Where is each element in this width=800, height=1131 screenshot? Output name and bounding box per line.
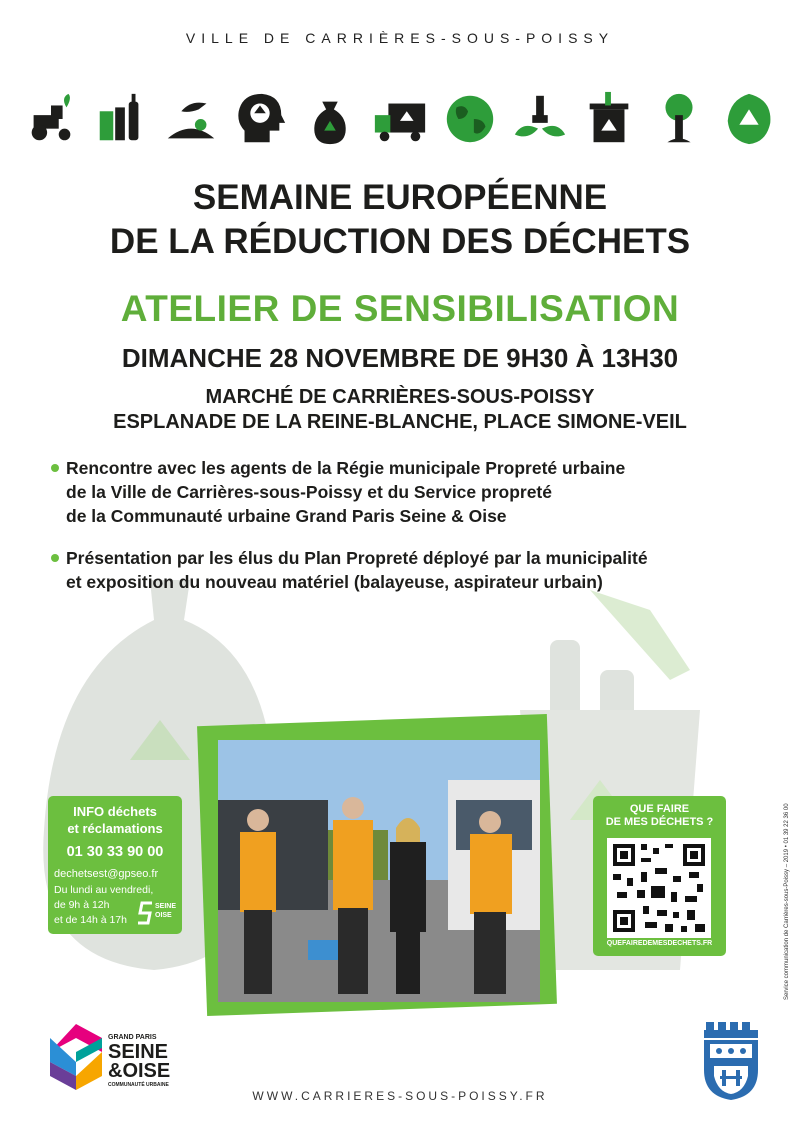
footer-website-link[interactable]: WWW.CARRIERES-SOUS-POISSY.FR (252, 1089, 548, 1103)
tree-icon (650, 90, 708, 148)
info-hours-3: et de 14h à 17h (54, 914, 127, 926)
city-header: VILLE DE CARRIÈRES-SOUS-POISSY (185, 30, 615, 46)
info-title-2: et réclamations (67, 821, 163, 836)
bullet-dot (51, 554, 59, 562)
info-email[interactable]: dechetsest@gpseo.fr (54, 868, 159, 880)
seine-oise-mini-logo: SEINE OISE (138, 900, 176, 926)
side-credit: Service communication de Carrières-sous-Poissy – 2019 • 01 39 22 36 00 (784, 803, 790, 1000)
qr-code[interactable] (607, 838, 711, 938)
leaf-recycle-icon (720, 90, 778, 148)
qr-title-2: DE MES DÉCHETS ? (605, 816, 714, 828)
person-4 (470, 811, 512, 994)
person-2 (333, 797, 373, 994)
garbage-truck-icon (371, 90, 429, 148)
qr-title-1: QUE FAIRE (629, 803, 690, 815)
bullet-item: Présentation par les élus du Plan Propreté déployé par la municipalité et exposition du nouveau matériel (balayeuse, aspirateur urbain) (48, 546, 768, 594)
gpso-logo: GRAND PARIS SEINE &OISE COMMUNAUTÉ URBAINE (46, 1022, 186, 1092)
bullet-item: Rencontre avec les agents de la Régie municipale Propreté urbaine de la Ville de Carrières-sous-Poissy et du Service propreté de la Communauté urbaine Grand Paris Seine & Oise (48, 456, 768, 528)
title-line-1: SEMAINE EUROPÉENNE (192, 178, 608, 217)
page-title (0, 176, 800, 264)
info-title-1: INFO déchets (73, 804, 157, 819)
recycle-bag-icon (301, 90, 359, 148)
eco-bottles-icon (92, 90, 150, 148)
subtitle: ATELIER DE SENSIBILISATION (120, 288, 680, 329)
head-recycle-icon (231, 90, 289, 148)
compost-bird-icon (162, 90, 220, 148)
theme-icon-row (22, 88, 778, 150)
qr-url[interactable]: QUEFAIREDEMESDECHETS.FR (606, 940, 713, 947)
bullet-list (48, 456, 768, 612)
globe-icon (441, 90, 499, 148)
info-phone[interactable]: 01 30 33 90 00 (66, 844, 164, 860)
bullet-dot (51, 464, 59, 472)
city-crest-icon (702, 1020, 760, 1102)
person-1 (240, 809, 276, 994)
info-waste-box (48, 796, 182, 934)
title-line-2: DE LA RÉDUCTION DES DÉCHETS (109, 222, 691, 261)
recycle-bin-icon (580, 90, 638, 148)
team-photo (218, 740, 540, 1002)
place-line-1: MARCHÉ DE CARRIÈRES-SOUS-POISSY (205, 386, 595, 408)
info-hours-2: de 9h à 12h (54, 899, 110, 911)
qr-info-box (593, 796, 726, 956)
place-line-2: ESPLANADE DE LA REINE-BLANCHE, PLACE SIMONE-VEIL (113, 411, 687, 433)
tractor-icon (22, 90, 80, 148)
event-date: DIMANCHE 28 NOVEMBRE DE 9H30 À 13H30 (121, 343, 679, 373)
event-place (0, 385, 800, 435)
info-hours-1: Du lundi au vendredi, (54, 884, 154, 896)
plug-leaves-icon (511, 90, 569, 148)
